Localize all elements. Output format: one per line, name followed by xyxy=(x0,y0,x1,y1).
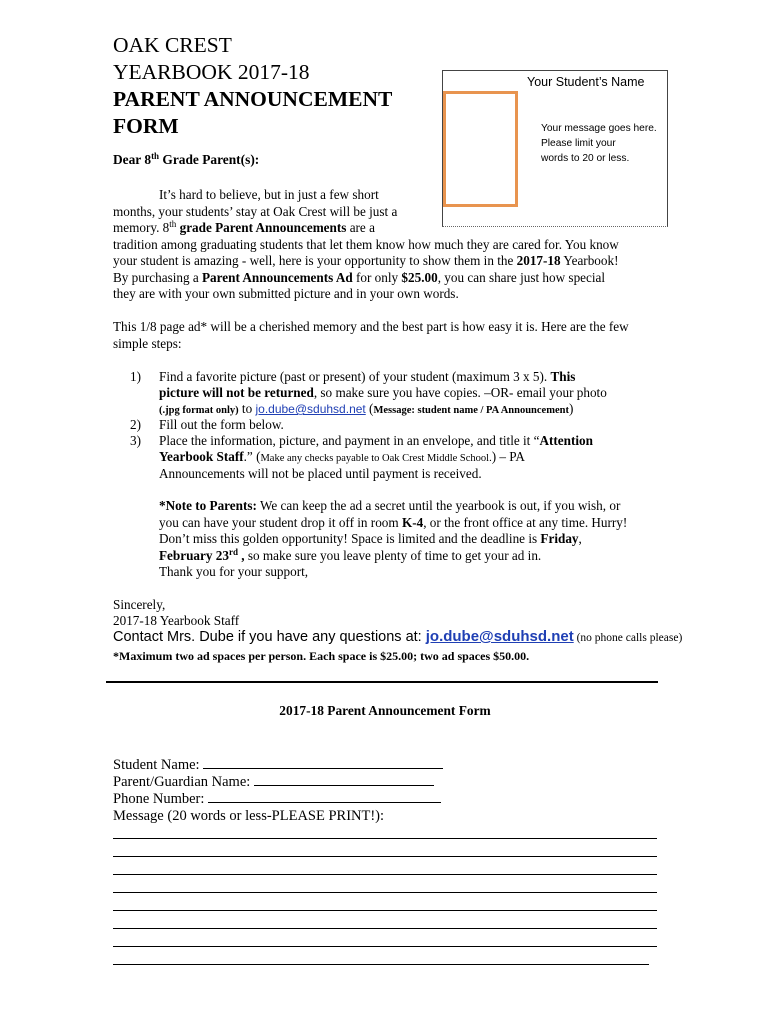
title-line-3: PARENT ANNOUNCEMENT xyxy=(113,87,393,111)
message-line[interactable] xyxy=(113,964,649,965)
guardian-name-field[interactable]: Parent/Guardian Name: xyxy=(113,773,434,791)
email-link[interactable]: jo.dube@sduhsd.net xyxy=(255,402,366,416)
student-name-field[interactable]: Student Name: xyxy=(113,756,443,774)
title-line-2: YEARBOOK 2017-18 xyxy=(113,60,310,84)
sample-message: Your message goes here. Please limit your words to 20 or less. xyxy=(541,123,657,164)
sample-photo-placeholder xyxy=(443,91,518,207)
step-1: Find a favorite picture (past or present) of your student (maximum 3 x 5). This xyxy=(159,369,576,384)
form-title: 2017-18 Parent Announcement Form xyxy=(279,703,491,718)
phone-number-field[interactable]: Phone Number: xyxy=(113,790,441,808)
guardian-name-blank[interactable] xyxy=(254,773,434,786)
title-line-1: OAK CREST xyxy=(113,33,232,57)
message-line[interactable] xyxy=(113,946,657,947)
message-label: Message (20 words or less-PLEASE PRINT!): xyxy=(113,808,385,824)
message-line[interactable] xyxy=(113,838,657,839)
salutation: Dear 8th Grade Parent(s): xyxy=(113,151,260,167)
message-line[interactable] xyxy=(113,892,657,893)
sample-student-name: Your Student’s Name xyxy=(527,75,645,89)
max-ad-note: *Maximum two ad spaces per person. Each space is $25.00; two ad spaces $50.00. xyxy=(113,649,530,663)
student-name-blank[interactable] xyxy=(203,756,443,769)
message-line[interactable] xyxy=(113,856,657,857)
step-2: Fill out the form below. xyxy=(159,417,284,432)
message-line[interactable] xyxy=(113,910,657,911)
section-divider xyxy=(106,681,658,683)
step-3: Place the information, picture, and payment in an envelope, and title it “Attention xyxy=(159,433,593,448)
page-title xyxy=(113,32,392,140)
contact-email-link[interactable]: jo.dube@sduhsd.net xyxy=(425,628,574,645)
message-line[interactable] xyxy=(113,928,657,929)
phone-number-blank[interactable] xyxy=(208,790,441,803)
contact-line: Contact Mrs. Dube if you have any questions at: jo.dube@sduhsd.net (no phone calls please) xyxy=(113,628,683,645)
title-line-4: FORM xyxy=(113,114,179,138)
message-line[interactable] xyxy=(113,874,657,875)
